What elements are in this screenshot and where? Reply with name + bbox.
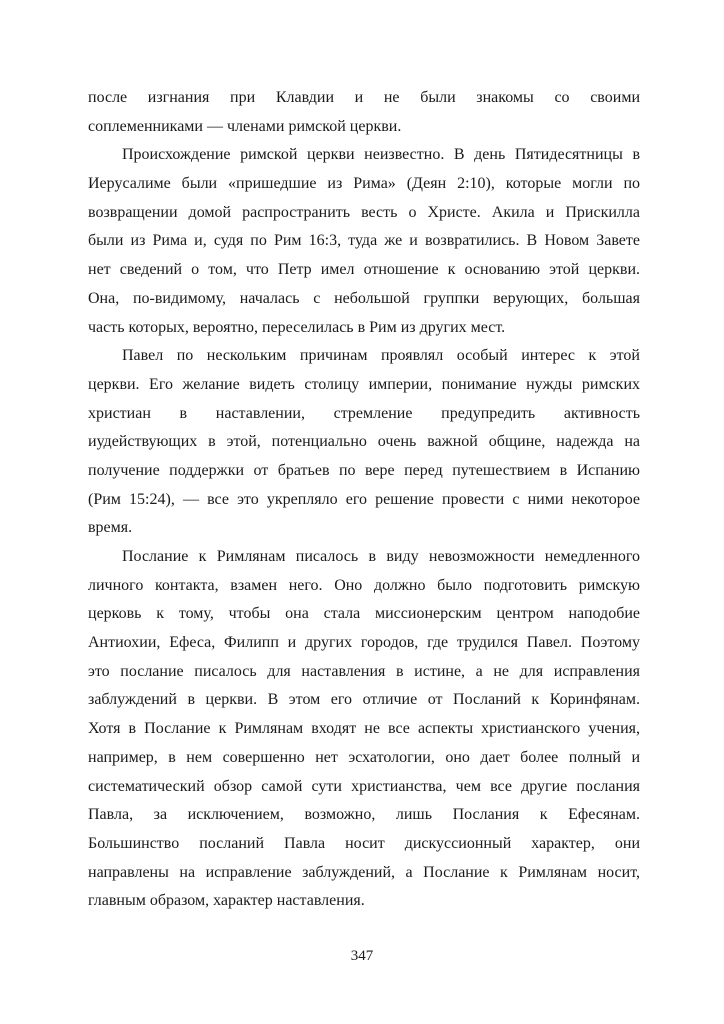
page-number: 347 xyxy=(350,948,374,964)
text-line: церкви. Его желание видеть столицу империи, понимание нужды римских xyxy=(88,375,640,393)
text-line: иудействующих в этой, потенциально очень важной общине, надежда на xyxy=(88,433,640,451)
text-line: возвращении домой распространить весть о Христе. Акила и Прискилла xyxy=(88,203,640,221)
paragraph-first-line: Павел по нескольким причинам проявлял особый интерес к этой xyxy=(122,347,640,365)
text-line: например, в нем совершенно нет эсхатологии, оно дает более полный и xyxy=(88,748,640,766)
text-line: церковь к тому, чтобы она стала миссионерским центром наподобие xyxy=(88,605,640,623)
text-line: главным образом, характер наставления. xyxy=(88,892,365,910)
text-line: Большинство посланий Павла носит дискуссионный характер, они xyxy=(88,834,640,852)
text-line: Она, по-видимому, началась с небольшой группки верующих, большая xyxy=(88,289,640,307)
text-line: это послание писалось для наставления в истине, а не для исправления xyxy=(88,662,640,680)
text-line: время. xyxy=(88,519,133,537)
text-line: (Рим 15:24), — все это укрепляло его решение провести с ними некоторое xyxy=(88,490,640,508)
text-line: Иерусалиме были «пришедшие из Рима» (Деян 2:10), которые могли по xyxy=(88,175,640,193)
text-line: личного контакта, взамен него. Оно должно было подготовить римскую xyxy=(88,576,640,594)
text-line: Антиохии, Ефеса, Филипп и других городов, где трудился Павел. Поэтому xyxy=(88,634,640,652)
text-line: Хотя в Послание к Римлянам входят не все аспекты христианского учения, xyxy=(88,720,640,738)
text-line: после изгнания при Клавдии и не были знакомы со своими xyxy=(88,89,640,106)
paragraph-first-line: Послание к Римлянам писалось в виду невозможности немедленного xyxy=(122,548,640,565)
text-line: христиан в наставлении, стремление предупредить активность xyxy=(88,404,640,422)
text-line: нет сведений о том, что Петр имел отношение к основанию этой церкви. xyxy=(88,261,640,279)
text-line: направлены на исправление заблуждений, а Послание к Римлянам носит, xyxy=(88,863,640,881)
text-line: получение поддержки от братьев по вере перед путешествием в Испанию xyxy=(88,461,640,479)
paragraph-first-line: Происхождение римской церкви неизвестно. В день Пятидесятницы в xyxy=(122,146,640,164)
text-line: были из Рима и, судя по Рим 16:3, туда же и возвратились. В Новом Завете xyxy=(88,232,640,250)
text-line: часть которых, вероятно, переселилась в Рим из других мест. xyxy=(88,318,506,336)
text-line: Павла, за исключением, возможно, лишь Послания к Ефесянам. xyxy=(88,806,640,824)
document-body xyxy=(88,84,640,916)
text-line: соплеменниками — членами римской церкви. xyxy=(88,117,402,135)
text-line: заблуждений в церкви. В этом его отличие от Посланий к Коринфянам. xyxy=(88,691,640,709)
text-line: систематический обзор самой сути христианства, чем все другие послания xyxy=(88,777,640,795)
